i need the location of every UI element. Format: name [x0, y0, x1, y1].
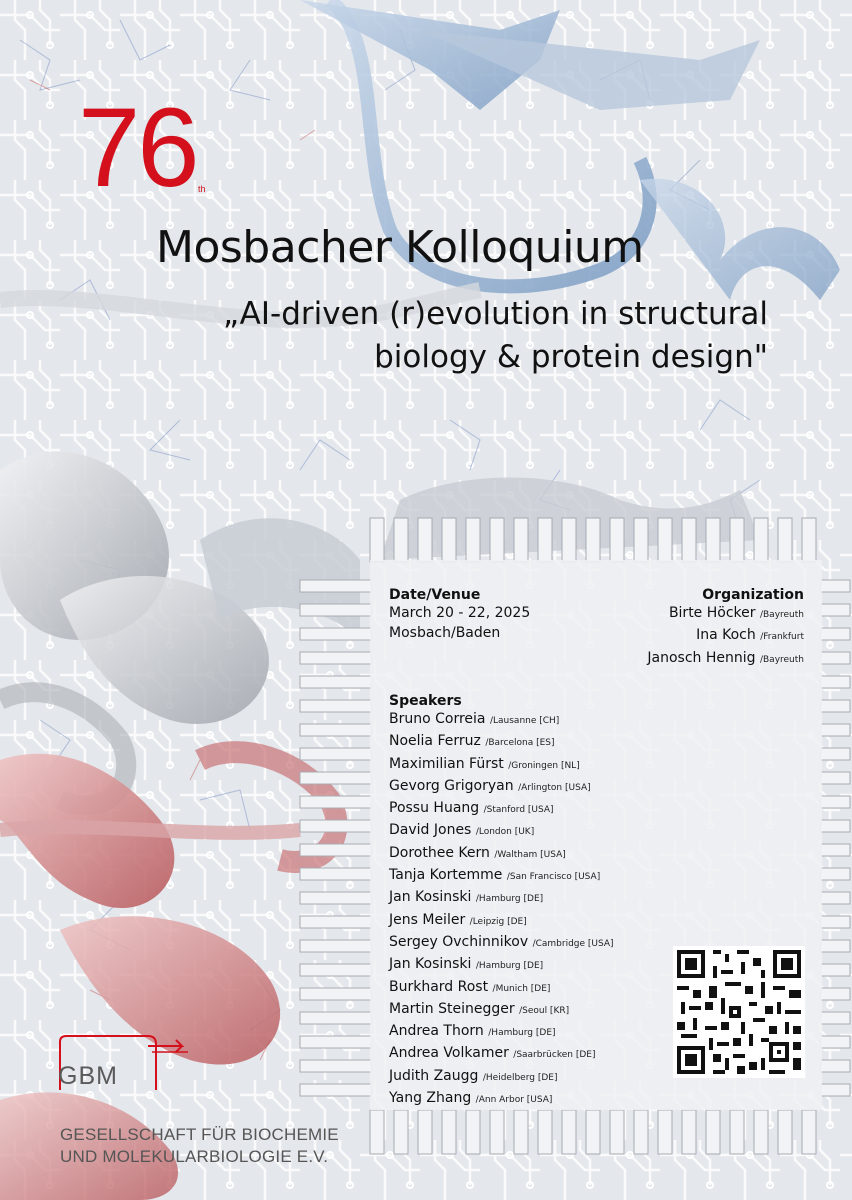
speaker-row: [389, 776, 614, 798]
speaker-name: Dorothee Kern: [389, 844, 490, 861]
organizer-affiliation: /Frankfurt: [760, 632, 804, 643]
speaker-name: David Jones: [389, 822, 472, 839]
speaker-row: [389, 798, 614, 820]
speaker-affiliation: /London [UK]: [475, 827, 535, 838]
speaker-name: Burkhard Rost: [389, 978, 489, 995]
organizer-row: [647, 648, 804, 670]
speaker-name: Andrea Thorn: [389, 1023, 484, 1040]
edition-suffix: th: [198, 184, 206, 194]
speaker-name: Judith Zaugg: [389, 1067, 479, 1084]
speaker-name: Yang Zhang: [389, 1090, 472, 1107]
speaker-affiliation: /Groningen [NL]: [508, 760, 580, 771]
speaker-affiliation: /Lausanne [CH]: [489, 716, 560, 726]
speaker-affiliation: /Barcelona [ES]: [485, 738, 555, 749]
gbm-logo-text: GBM: [58, 1062, 118, 1090]
event-subtitle: [223, 293, 768, 379]
organizer-row: [647, 603, 804, 625]
organizer-row: [647, 625, 804, 647]
speaker-affiliation: /Seoul [KR]: [519, 1005, 570, 1016]
panel-comb-bottom: [362, 1108, 832, 1158]
subtitle-line-2: biology & protein design": [374, 339, 768, 375]
speaker-affiliation: /Hamburg [DE]: [488, 1028, 556, 1039]
speaker-name: Andrea Volkamer: [389, 1045, 509, 1062]
society-line-1: GESELLSCHAFT FÜR BIOCHEMIE: [60, 1125, 339, 1144]
speaker-row: [389, 977, 614, 999]
speaker-row: [389, 709, 614, 731]
event-title: Mosbacher Kolloquium: [156, 222, 644, 273]
speaker-row: [389, 754, 614, 776]
speaker-row: [389, 954, 614, 976]
speaker-row: [389, 932, 614, 954]
speaker-name: Bruno Correia: [389, 711, 486, 727]
speaker-name: Noelia Ferruz: [389, 733, 481, 750]
speaker-affiliation: /Stanford [USA]: [483, 805, 554, 816]
speakers-heading: Speakers: [389, 693, 462, 709]
organizer-name: Janosch Hennig: [647, 649, 756, 666]
organizer-name: Birte Höcker: [668, 605, 756, 621]
speaker-name: Possu Huang: [389, 800, 480, 817]
speaker-row: [389, 1088, 614, 1110]
date-venue-block: [389, 587, 530, 644]
speaker-affiliation: /Saarbrücken [DE]: [513, 1050, 596, 1061]
edition-number: 76: [78, 85, 197, 210]
speaker-row: [389, 843, 614, 865]
organizer-affiliation: /Bayreuth: [759, 610, 804, 620]
speaker-name: Gevorg Grigoryan: [389, 777, 514, 794]
speaker-name: Maximilian Fürst: [389, 755, 504, 772]
panel-comb-left: [296, 560, 372, 1110]
event-place: Mosbach/Baden: [389, 625, 501, 642]
date-venue-heading: Date/Venue: [389, 587, 481, 603]
organizer-name: Ina Koch: [696, 627, 756, 644]
speaker-row: [389, 865, 614, 887]
speaker-row: [389, 910, 614, 932]
society-name: [60, 1124, 339, 1168]
society-line-2: UND MOLEKULARBIOLOGIE E.V.: [60, 1147, 329, 1166]
speaker-name: Martin Steinegger: [389, 1000, 515, 1017]
speaker-affiliation: /Arlington [USA]: [518, 782, 591, 793]
speaker-row: [389, 1066, 614, 1088]
speaker-name: Jan Kosinski: [389, 956, 472, 973]
event-date: March 20 - 22, 2025: [389, 605, 531, 621]
speaker-row: [389, 1043, 614, 1065]
panel-comb-top: [362, 514, 832, 564]
organization-heading: Organization: [702, 587, 804, 603]
subtitle-line-1: „AI-driven (r)evolution in structural: [223, 296, 768, 332]
speakers-block: [389, 693, 614, 1110]
speaker-row: [389, 999, 614, 1021]
speaker-name: Tanja Kortemme: [389, 867, 503, 884]
speaker-affiliation: /Munich [DE]: [492, 983, 551, 994]
speaker-affiliation: /Cambridge [USA]: [532, 938, 614, 949]
panel-comb-right: [820, 560, 852, 1110]
speaker-affiliation: /Hamburg [DE]: [475, 961, 544, 972]
organization-block: [647, 587, 804, 670]
qr-code[interactable]: [673, 946, 805, 1078]
speaker-name: Jan Kosinski: [389, 889, 472, 906]
speaker-row: [389, 731, 614, 753]
speaker-affiliation: /Heidelberg [DE]: [482, 1072, 558, 1083]
speaker-affiliation: /Leipzig [DE]: [469, 916, 527, 927]
speaker-affiliation: /Ann Arbor [USA]: [475, 1095, 553, 1106]
speaker-row: [389, 820, 614, 842]
speaker-name: Sergey Ovchinnikov: [389, 933, 529, 950]
speaker-name: Jens Meiler: [389, 911, 466, 928]
speaker-affiliation: /San Francisco [USA]: [506, 872, 601, 883]
speaker-row: [389, 887, 614, 909]
speaker-row: [389, 1021, 614, 1043]
speaker-affiliation: /Hamburg [DE]: [475, 894, 544, 905]
organizer-affiliation: /Bayreuth: [759, 654, 804, 665]
speaker-affiliation: /Waltham [USA]: [494, 849, 566, 860]
